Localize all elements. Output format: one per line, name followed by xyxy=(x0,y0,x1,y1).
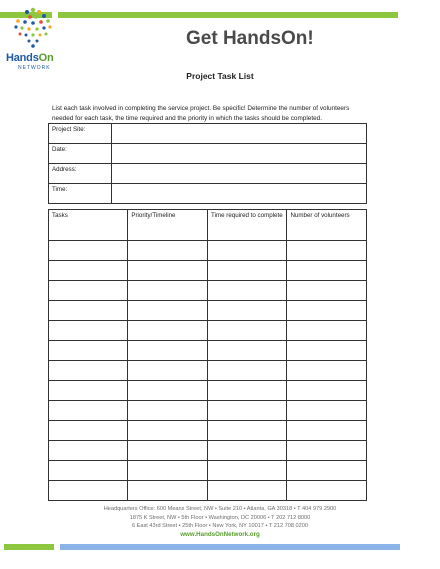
footer-line-washington: 1875 K Street, NW • 5th Floor • Washington, DC 20006 • T 202 712 8000 xyxy=(129,514,311,521)
project-info-table xyxy=(48,123,367,204)
time-required-cell[interactable] xyxy=(208,361,287,381)
priority-cell[interactable] xyxy=(128,301,208,321)
priority-cell[interactable] xyxy=(128,361,208,381)
table-row xyxy=(49,421,367,441)
time-required-cell[interactable] xyxy=(208,301,287,321)
priority-cell[interactable] xyxy=(128,421,208,441)
instructions xyxy=(52,104,372,124)
info-label: Project Site: xyxy=(49,124,112,144)
priority-cell[interactable] xyxy=(128,441,208,461)
info-row-date xyxy=(49,144,367,164)
volunteers-cell[interactable] xyxy=(287,421,367,441)
volunteers-cell[interactable] xyxy=(287,281,367,301)
time-required-cell[interactable] xyxy=(208,241,287,261)
volunteers-cell[interactable] xyxy=(287,261,367,281)
table-row xyxy=(49,361,367,381)
volunteers-cell[interactable] xyxy=(287,241,367,261)
info-label: Date: xyxy=(49,144,112,164)
column-header-priority: Priority/Timeline xyxy=(128,210,208,241)
column-header-time-required: Time required to complete xyxy=(208,210,287,241)
table-row xyxy=(49,241,367,261)
table-row xyxy=(49,321,367,341)
volunteers-cell[interactable] xyxy=(287,361,367,381)
task-cell[interactable] xyxy=(49,281,128,301)
top-accent-bar-right xyxy=(58,12,398,18)
task-cell[interactable] xyxy=(49,261,128,281)
priority-cell[interactable] xyxy=(128,401,208,421)
task-cell[interactable] xyxy=(49,461,128,481)
task-cell[interactable] xyxy=(49,241,128,261)
task-table-body xyxy=(49,241,367,501)
info-row-time xyxy=(49,184,367,204)
footer-addresses xyxy=(0,505,440,540)
task-cell[interactable] xyxy=(49,421,128,441)
time-required-cell[interactable] xyxy=(208,341,287,361)
footer-website-link[interactable]: www.HandsOnNetwork.org xyxy=(180,531,260,539)
table-row xyxy=(49,261,367,281)
info-row-project-site xyxy=(49,124,367,144)
info-label: Address: xyxy=(49,164,112,184)
volunteers-cell[interactable] xyxy=(287,381,367,401)
task-cell[interactable] xyxy=(49,341,128,361)
time-required-cell[interactable] xyxy=(208,261,287,281)
task-cell[interactable] xyxy=(49,361,128,381)
time-required-cell[interactable] xyxy=(208,481,287,501)
time-required-cell[interactable] xyxy=(208,461,287,481)
time-required-cell[interactable] xyxy=(208,281,287,301)
time-required-cell[interactable] xyxy=(208,401,287,421)
time-required-cell[interactable] xyxy=(208,321,287,341)
table-row xyxy=(49,381,367,401)
footer-line-headquarters: Headquarters Office: 600 Means Street, NW • Suite 210 • Atlanta, GA 30318 • T 404 979 2900 xyxy=(103,506,337,512)
column-header-tasks: Tasks xyxy=(49,210,128,241)
priority-cell[interactable] xyxy=(128,321,208,341)
priority-cell[interactable] xyxy=(128,281,208,301)
table-row xyxy=(49,481,367,501)
time-required-cell[interactable] xyxy=(208,381,287,401)
time-required-cell[interactable] xyxy=(208,421,287,441)
headline: Get HandsOn! xyxy=(186,28,314,49)
date-field[interactable] xyxy=(112,144,367,164)
column-header-volunteers: Number of volunteers xyxy=(287,210,367,241)
task-cell[interactable] xyxy=(49,381,128,401)
info-label: Time: xyxy=(49,184,112,204)
table-row xyxy=(49,441,367,461)
task-cell[interactable] xyxy=(49,301,128,321)
task-table-header-row xyxy=(49,210,367,241)
volunteers-cell[interactable] xyxy=(287,441,367,461)
handson-logo xyxy=(4,6,60,70)
table-row xyxy=(49,461,367,481)
priority-cell[interactable] xyxy=(128,341,208,361)
instructions-line-1: List each task involved in completing the service project. Be specific! Determine the number of volunteers xyxy=(52,105,350,112)
volunteers-cell[interactable] xyxy=(287,461,367,481)
volunteers-cell[interactable] xyxy=(287,401,367,421)
priority-cell[interactable] xyxy=(128,261,208,281)
bottom-accent-bar-left xyxy=(4,544,54,550)
task-cell[interactable] xyxy=(49,321,128,341)
volunteers-cell[interactable] xyxy=(287,481,367,501)
logo-wordmark xyxy=(6,52,54,64)
table-row xyxy=(49,341,367,361)
task-list-table xyxy=(48,209,367,501)
task-cell[interactable] xyxy=(49,401,128,421)
volunteers-cell[interactable] xyxy=(287,341,367,361)
time-required-cell[interactable] xyxy=(208,441,287,461)
footer-line-newyork: 6 East 43rd Street • 25th Floor • New York, NY 10017 • T 212 708 0200 xyxy=(132,523,308,530)
instructions-line-2: needed for each task, the time required and the priority in which the tasks should be completed. xyxy=(52,115,322,122)
priority-cell[interactable] xyxy=(128,461,208,481)
time-field[interactable] xyxy=(112,184,367,204)
dotted-figure-logo-icon xyxy=(8,6,58,50)
table-row xyxy=(49,401,367,421)
priority-cell[interactable] xyxy=(128,481,208,501)
task-cell[interactable] xyxy=(49,481,128,501)
task-cell[interactable] xyxy=(49,441,128,461)
logo-subtitle: NETWORK xyxy=(18,65,51,71)
table-row xyxy=(49,281,367,301)
table-row xyxy=(49,301,367,321)
document-title: Project Task List xyxy=(186,71,254,81)
logo-word-on: On xyxy=(38,52,54,64)
bottom-accent-bar-right xyxy=(60,544,400,550)
priority-cell[interactable] xyxy=(128,241,208,261)
volunteers-cell[interactable] xyxy=(287,301,367,321)
priority-cell[interactable] xyxy=(128,381,208,401)
info-row-address xyxy=(49,164,367,184)
logo-word-hands: Hands xyxy=(6,52,39,64)
project-site-field[interactable] xyxy=(112,124,367,144)
volunteers-cell[interactable] xyxy=(287,321,367,341)
address-field[interactable] xyxy=(112,164,367,184)
